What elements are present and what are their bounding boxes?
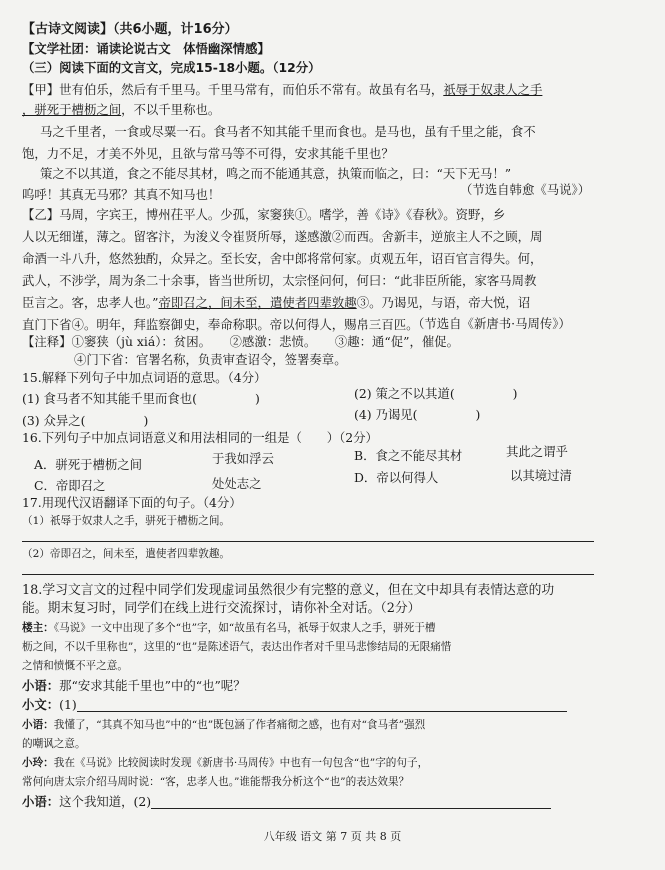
q17-answer-line-2[interactable] bbox=[22, 574, 594, 575]
page-footer: 八年级 语文 第 7 页 共 8 页 bbox=[263, 830, 402, 843]
q16-option-c-pair: 处处志之 bbox=[212, 476, 262, 491]
q18-xiaowen-answer: 小文：(1) bbox=[22, 697, 642, 712]
passage-b-line-4: 武人，不涉学，周为条二十余事，皆当世所切，太宗怪问何，何曰：“此非臣所能，家客马周教 bbox=[22, 273, 537, 288]
passage-b-line-6: 直门下省④。明年，拜监察御史，奉命称职。帝以何得人，赐帛三百匹。 bbox=[22, 317, 419, 332]
passage-a-line-6: 呜呼！其真无马邪？其真不知马也！ bbox=[22, 187, 221, 202]
q18-louzhu-2: 枥之间，不以千里称也”，这里的“也”是陈述语气，表达出作者对千里马悲惨结局的无限痛惜 bbox=[22, 641, 452, 653]
passage-b-line-2: 人以无细谨，薄之。留客汴，为浚义令崔贤所辱，遂感激②而西。舍新丰，逆旅主人不之顾，周 bbox=[22, 229, 543, 244]
q18-louzhu-1: 楼主：《马说》一文中出现了多个“也”字，如“故虽有名马，祇辱于奴隶人之手，骈死于槽 bbox=[22, 622, 436, 634]
passage-a-line-4: 饱，力不足，才美不外见，且欲与常马等不可得，安求其能千里也？ bbox=[22, 146, 394, 161]
q18-stem-1: 18.学习文言文的过程中同学们发现虚词虽然很少有完整的意义，但在文中却具有表情达意的功 bbox=[22, 583, 555, 598]
passage-a-line-2: ，骈死于槽枥之间，不以千里称也。 bbox=[22, 102, 221, 117]
q15-item-1: (1) 食马者不知其能千里而食也( ) bbox=[22, 391, 260, 406]
q18-answer-blank-2[interactable] bbox=[151, 797, 551, 809]
q15-item-3: (3) 众异之( ) bbox=[22, 413, 149, 428]
q15-item-4: (4) 乃谒见( ) bbox=[354, 407, 481, 422]
q18-louzhu-3: 之情和愤慨不平之意。 bbox=[22, 660, 128, 672]
q18-xiaoyu-reply-1: 小语：我懂了，“其真不知马也”中的“也”既包涵了作者痛彻之感，也有对“食马者”强烈 bbox=[22, 719, 426, 731]
q17-stem: 17.用现代汉语翻译下面的句子。（4分） bbox=[22, 495, 242, 510]
q18-xiaoling-2: 常何向唐太宗介绍马周时说：“客，忠孝人也。”谁能帮我分析这个“也”的表达效果？ bbox=[22, 776, 410, 788]
q16-option-c: C．帝即召之 bbox=[34, 478, 106, 493]
q15-stem: 15.解释下列句子中加点词语的意思。（4分） bbox=[22, 370, 267, 385]
q16-option-a: A．骈死于槽枥之间 bbox=[34, 457, 143, 472]
q16-stem: 16.下列句子中加点词语意义和用法相同的一组是（ ）（2分） bbox=[22, 430, 378, 445]
q18-xiaoling-1: 小玲：我在《马说》比较阅读时发现《新唐书·马周传》中也有一句包含“也”字的句子， bbox=[22, 757, 429, 769]
q17-answer-line-1[interactable] bbox=[22, 541, 594, 542]
q18-xiaoyu-reply-2: 的嘲讽之意。 bbox=[22, 738, 86, 750]
part-title: （三）阅读下面的文言文，完成15-18小题。（12分） bbox=[22, 60, 321, 75]
q18-xiaoyu-final: 小语：这个我知道，(2) bbox=[22, 794, 642, 809]
q18-xiaoyu-question: 小语：那“安求其能千里也”中的“也”呢？ bbox=[22, 678, 246, 693]
q16-option-d: D．帝以何得人 bbox=[354, 470, 439, 485]
q16-option-d-pair: 以其境过清 bbox=[510, 468, 572, 483]
passage-b-line-5: 臣言之。客，忠孝人也。”帝即召之，间未至，遣使者四辈敦趣③。乃谒见，与语，帝大悦，诏 bbox=[22, 295, 531, 310]
q18-stem-2: 能。期末复习时，同学们在线上进行交流探讨，请你补全对话。（2分） bbox=[22, 601, 421, 616]
q16-option-a-pair: 于我如浮云 bbox=[212, 451, 274, 466]
q15-item-2: (2) 策之不以其道( ) bbox=[354, 386, 518, 401]
q16-option-b-pair: 其此之谓乎 bbox=[506, 444, 568, 459]
q17-sentence-2: （2）帝即召之，间未至，遣使者四辈敦趣。 bbox=[22, 548, 231, 560]
passage-a-line-1: 【甲】世有伯乐，然后有千里马。千里马常有，而伯乐不常有。故虽有名马，祇辱于奴隶人之手 bbox=[22, 82, 543, 97]
passage-b-source: （节选自《新唐书·马周传》） bbox=[412, 316, 571, 331]
passage-a-line-3: 马之千里者，一食或尽粟一石。食马者不知其能千里而食也。是马也，虽有千里之能，食不 bbox=[40, 124, 536, 139]
passage-a-source: （节选自韩愈《马说》） bbox=[460, 182, 591, 197]
notes-line-2: ④门下省：官署名称，负责审查诏令，签署奏章。 bbox=[74, 352, 347, 367]
club-line: 【文学社团：诵读论说古文 体悟幽深情感】 bbox=[22, 41, 270, 56]
section-title: 【古诗文阅读】（共6小题，计16分） bbox=[22, 22, 238, 37]
q18-answer-blank-1[interactable] bbox=[77, 700, 567, 712]
passage-a-line-5: 策之不以其道，食之不能尽其材，鸣之而不能通其意，执策而临之，曰：“天下无马！” bbox=[40, 166, 512, 181]
q16-option-b: B．食之不能尽其材 bbox=[354, 448, 463, 463]
q17-sentence-1: （1）祇辱于奴隶人之手，骈死于槽枥之间。 bbox=[22, 515, 231, 527]
passage-b-line-1: 【乙】马周，字宾王，博州茌平人。少孤，家窭狭①。嗜学，善《诗》《春秋》。资野，乡 bbox=[22, 207, 506, 222]
notes-line-1: 【注释】①窭狭（jù xiá）：贫困。 ②感激：悲愤。 ③趣：通“促”，催促。 bbox=[22, 334, 460, 349]
passage-b-line-3: 命酒一斗八升，悠然独酌，众异之。至长安，舍中郎将常何家。贞观五年，诏百官言得失。何， bbox=[22, 251, 543, 266]
